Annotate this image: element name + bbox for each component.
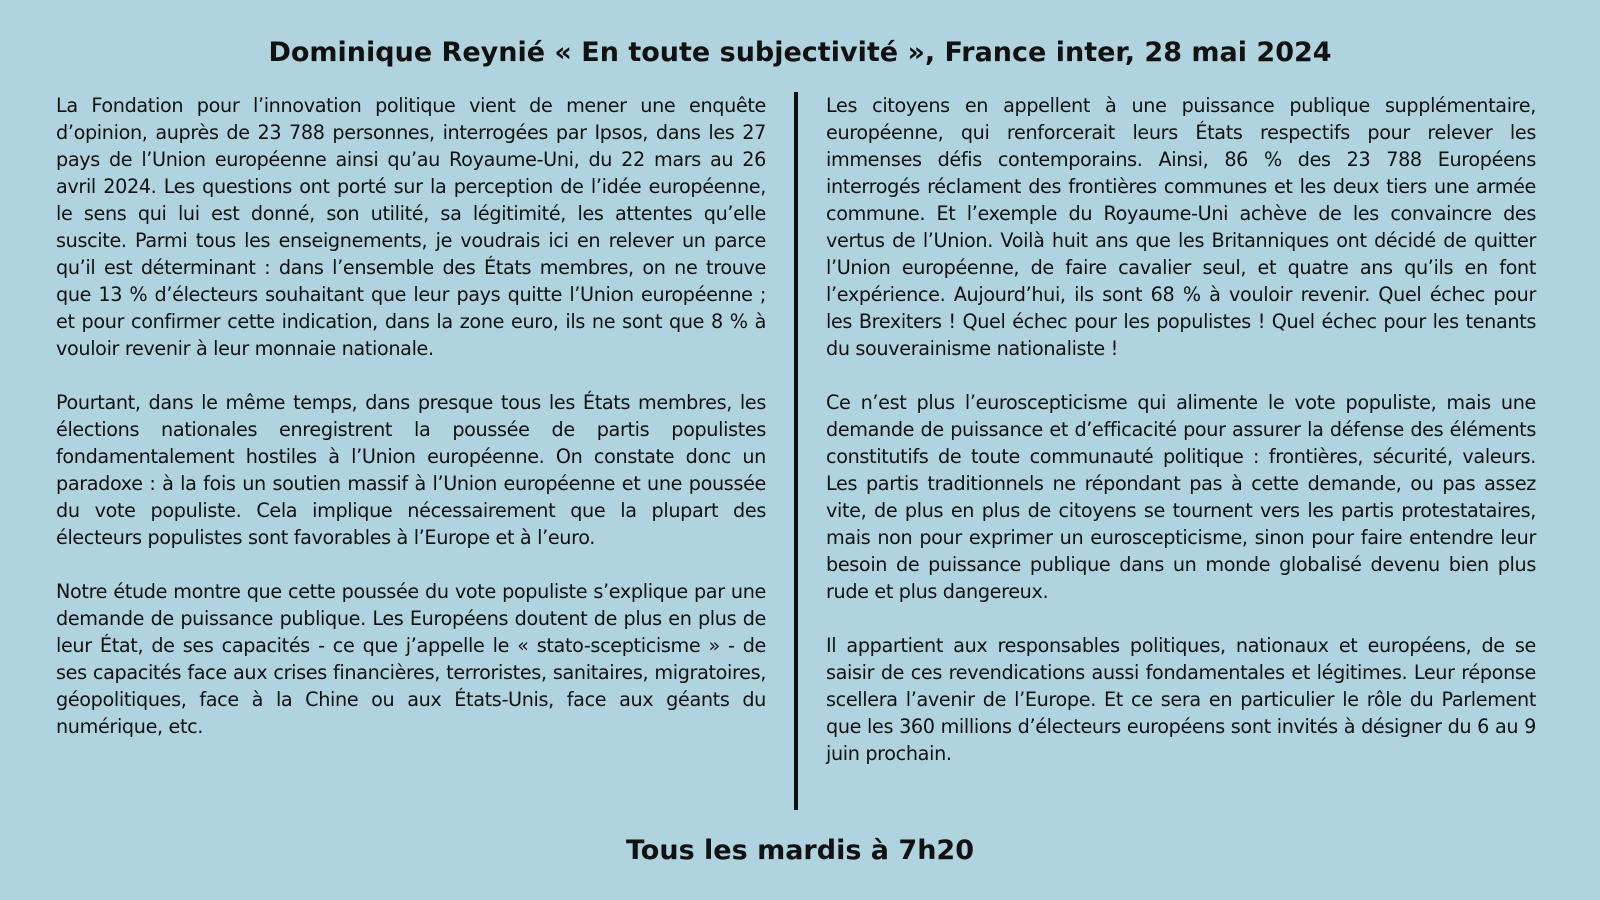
paragraph: La Fondation pour l’innovation politique vient de mener une enquête d’opinion, auprès de 23 788 personnes, interrogées par Ipsos, dans les 27 pays de l’Union européenne ainsi qu’au Royaume-Uni, du 22 mars au 26 avril 2024. Les questions ont porté sur la perception de l’idée européenne, le sens qui lui est donné, son utilité, sa légitimité, les attentes qu’elle suscite. Parmi tous les enseignements, je voudrais ici en relever un parce qu’il est déterminant : dans l’ensemble des États membres, on ne trouve que 13 % d’électeurs souhaitant que leur pays quitte l’Union européenne ; et pour confirmer cette indication, dans la zone euro, ils ne sont que 8 % à vouloir revenir à leur monnaie nationale. xyxy=(56,94,766,360)
footer-schedule: Tous les mardis à 7h20 xyxy=(625,835,975,866)
left-column xyxy=(56,92,766,767)
paragraph: Il appartient aux responsables politiques, nationaux et européens, de se saisir de ces revendications aussi fondamentales et légitimes. Leur réponse scellera l’avenir de l’Europe. Et ce sera en particulier le rôle du Parlement que les 360 millions d’électeurs européens sont invités à désigner du 6 au 9 juin prochain. xyxy=(826,634,1536,765)
page-title: Dominique Reynié « En toute subjectivité », France inter, 28 mai 2024 xyxy=(268,37,1332,68)
paragraph: Pourtant, dans le même temps, dans presque tous les États membres, les élections nationales enregistrent la poussée de partis populistes fondamentalement hostiles à l’Union européenne. On constate donc un paradoxe : à la fois un soutien massif à l’Union européenne et une poussée du vote populiste. Cela implique nécessairement que la plupart des électeurs populistes sont favorables à l’Europe et à l’euro. xyxy=(56,391,766,549)
paragraph: Notre étude montre que cette poussée du vote populiste s’explique par une demande de puissance publique. Les Européens doutent de plus en plus de leur État, de ses capacités - ce que j’appelle le « stato-scepticisme » - de ses capacités face aux crises financières, terroristes, sanitaires, migratoires, géopolitiques, face à la Chine ou aux États-Unis, face aux géants du numérique, etc. xyxy=(56,580,766,738)
right-column xyxy=(826,92,1536,794)
paragraph: Ce n’est plus l’euroscepticisme qui alimente le vote populiste, mais une demande de puissance et d’efficacité pour assurer la défense des éléments constitutifs de toute communauté politique : frontières, sécurité, valeurs. Les partis traditionnels ne répondant pas à cette demande, ou pas assez vite, de plus en plus de citoyens se tournent vers les partis protestataires, mais non pour exprimer un euroscepticisme, sinon pour faire entendre leur besoin de puissance publique dans un monde globalisé devenu bien plus rude et plus dangereux. xyxy=(826,391,1536,603)
paragraph: Les citoyens en appellent à une puissance publique supplémentaire, européenne, qui renforcerait leurs États respectifs pour relever les immenses défis contemporains. Ainsi, 86 % des 23 788 Européens interrogés réclament des frontières communes et les deux tiers une armée commune. Et l’exemple du Royaume-Uni achève de les convaincre des vertus de l’Union. Voilà huit ans que les Britanniques ont décidé de quitter l’Union européenne, de faire cavalier seul, et quatre ans qu’ils en font l’expérience. Aujourd’hui, ils sont 68 % à vouloir revenir. Quel échec pour les Brexiters ! Quel échec pour les populistes ! Quel échec pour les tenants du souverainisme nationaliste ! xyxy=(826,94,1536,360)
column-divider xyxy=(794,92,798,810)
